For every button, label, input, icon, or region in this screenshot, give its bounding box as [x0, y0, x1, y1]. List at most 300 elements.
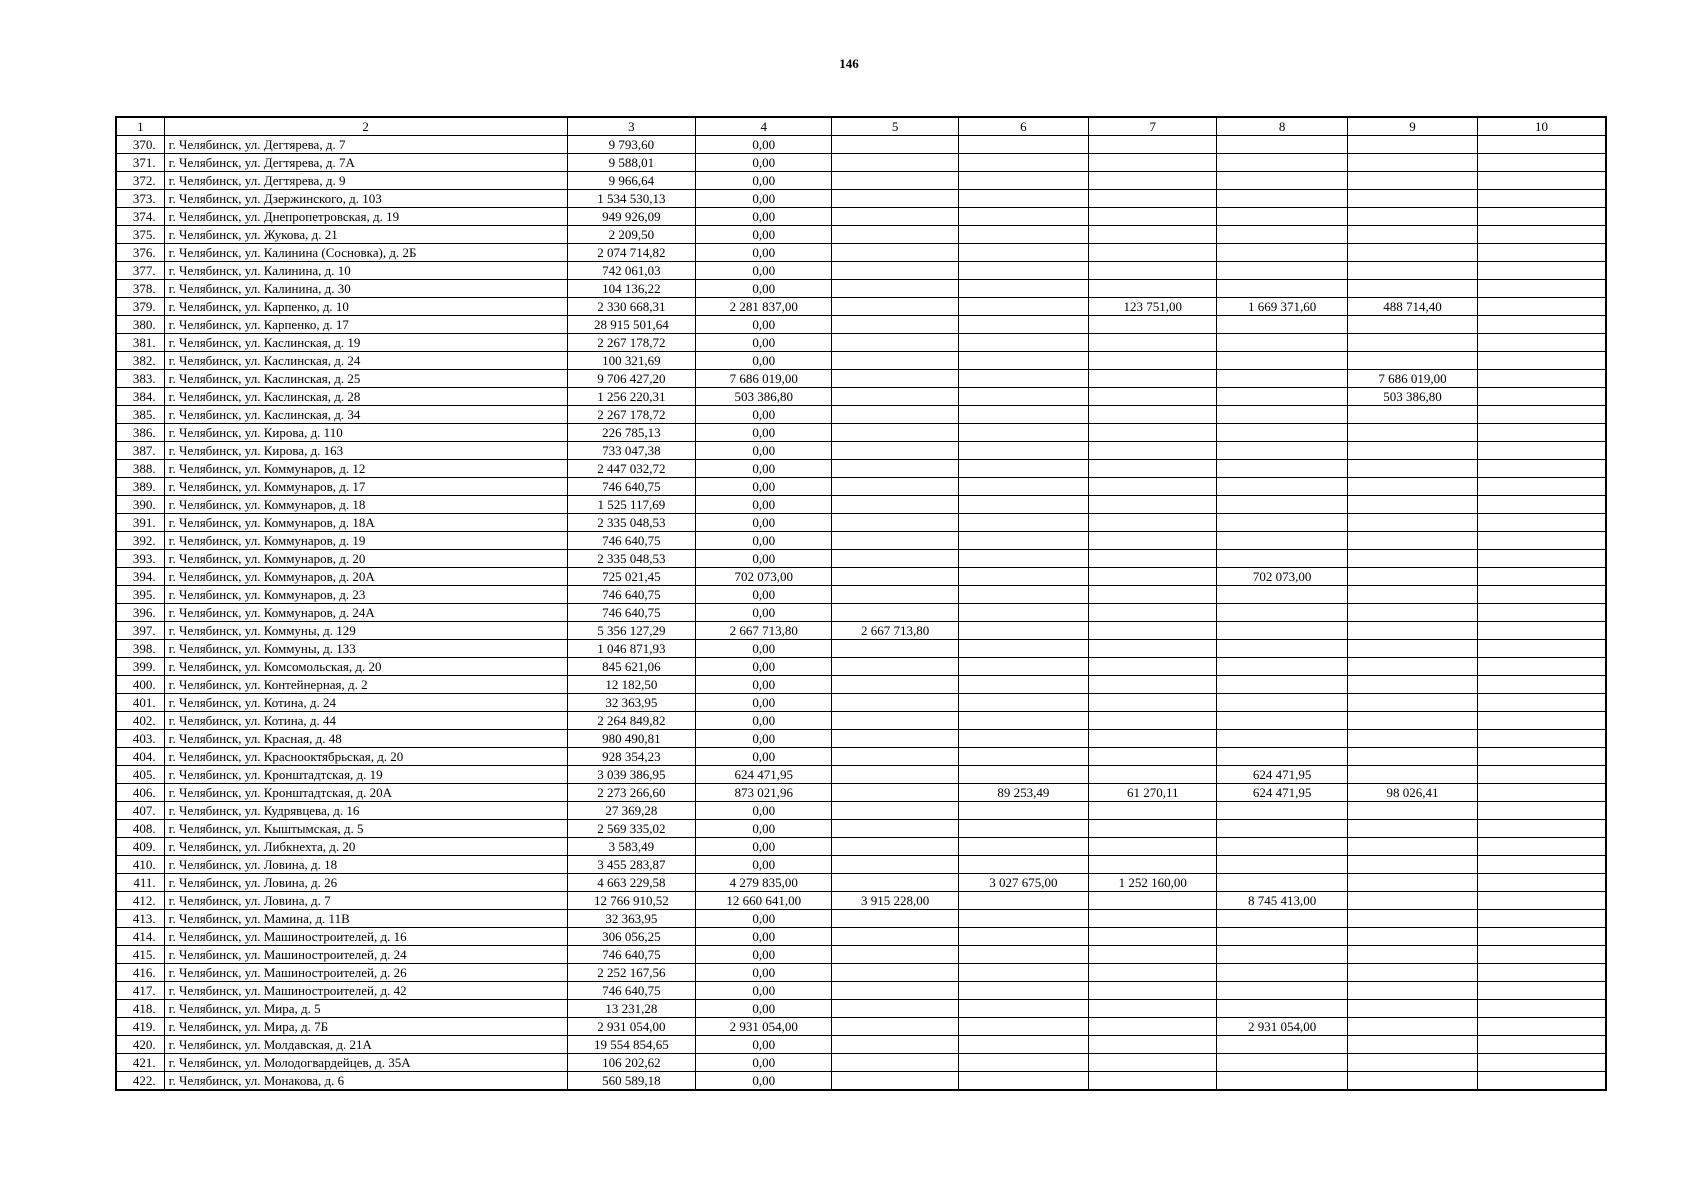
amount-cell-col6 — [958, 766, 1088, 784]
amount-cell-col6 — [958, 172, 1088, 190]
amount-cell-col10 — [1478, 838, 1606, 856]
table-row — [116, 766, 1606, 784]
amount-cell-col6 — [958, 316, 1088, 334]
address-cell: г. Челябинск, ул. Машиностроителей, д. 16 — [164, 928, 567, 946]
amount-cell-col8 — [1217, 946, 1347, 964]
row-number-cell: 406. — [116, 784, 164, 802]
row-number-cell: 404. — [116, 748, 164, 766]
table-row — [116, 532, 1606, 550]
row-number-cell: 378. — [116, 280, 164, 298]
amount-cell-col3: 9 706 427,20 — [567, 370, 695, 388]
amount-cell-col3: 2 273 266,60 — [567, 784, 695, 802]
amount-cell-col7 — [1089, 928, 1217, 946]
amount-cell-col7 — [1089, 676, 1217, 694]
amount-cell-col6 — [958, 964, 1088, 982]
amount-cell-col8 — [1217, 442, 1347, 460]
amount-cell-col7 — [1089, 136, 1217, 154]
amount-cell-col5 — [832, 370, 958, 388]
address-cell: г. Челябинск, ул. Монакова, д. 6 — [164, 1072, 567, 1091]
amount-cell-col10 — [1478, 550, 1606, 568]
row-number-cell: 370. — [116, 136, 164, 154]
amount-cell-col3: 226 785,13 — [567, 424, 695, 442]
amount-cell-col9 — [1347, 1000, 1477, 1018]
amount-cell-col8 — [1217, 838, 1347, 856]
address-cell: г. Челябинск, ул. Калинина, д. 10 — [164, 262, 567, 280]
row-number-cell: 415. — [116, 946, 164, 964]
amount-cell-col4: 12 660 641,00 — [696, 892, 832, 910]
amount-cell-col8 — [1217, 802, 1347, 820]
amount-cell-col3: 5 356 127,29 — [567, 622, 695, 640]
amount-cell-col8 — [1217, 1054, 1347, 1072]
amount-cell-col3: 2 264 849,82 — [567, 712, 695, 730]
row-number-cell: 381. — [116, 334, 164, 352]
row-number-cell: 395. — [116, 586, 164, 604]
amount-cell-col4: 0,00 — [696, 1000, 832, 1018]
amount-cell-col4: 0,00 — [696, 928, 832, 946]
address-cell: г. Челябинск, ул. Каслинская, д. 28 — [164, 388, 567, 406]
table-row — [116, 1036, 1606, 1054]
amount-cell-col5 — [832, 730, 958, 748]
amount-cell-col7 — [1089, 478, 1217, 496]
amount-cell-col6 — [958, 532, 1088, 550]
amount-cell-col3: 13 231,28 — [567, 1000, 695, 1018]
amount-cell-col9 — [1347, 874, 1477, 892]
row-number-cell: 414. — [116, 928, 164, 946]
data-table — [115, 116, 1607, 1091]
amount-cell-col6 — [958, 1036, 1088, 1054]
amount-cell-col7 — [1089, 550, 1217, 568]
amount-cell-col3: 9 793,60 — [567, 136, 695, 154]
amount-cell-col5 — [832, 388, 958, 406]
amount-cell-col10 — [1478, 748, 1606, 766]
address-cell: г. Челябинск, ул. Мамина, д. 11В — [164, 910, 567, 928]
table-row — [116, 964, 1606, 982]
amount-cell-col5 — [832, 874, 958, 892]
table-row — [116, 946, 1606, 964]
amount-cell-col10 — [1478, 496, 1606, 514]
amount-cell-col3: 2 252 167,56 — [567, 964, 695, 982]
amount-cell-col6 — [958, 478, 1088, 496]
amount-cell-col4: 0,00 — [696, 694, 832, 712]
table-row — [116, 208, 1606, 226]
amount-cell-col3: 746 640,75 — [567, 586, 695, 604]
amount-cell-col8 — [1217, 460, 1347, 478]
table-row — [116, 676, 1606, 694]
table-row — [116, 568, 1606, 586]
amount-cell-col8 — [1217, 748, 1347, 766]
amount-cell-col9 — [1347, 172, 1477, 190]
amount-cell-col7 — [1089, 316, 1217, 334]
amount-cell-col8: 702 073,00 — [1217, 568, 1347, 586]
amount-cell-col9 — [1347, 316, 1477, 334]
row-number-cell: 400. — [116, 676, 164, 694]
row-number-cell: 411. — [116, 874, 164, 892]
amount-cell-col8 — [1217, 1000, 1347, 1018]
address-cell: г. Челябинск, ул. Краснооктябрьская, д. 20 — [164, 748, 567, 766]
amount-cell-col7 — [1089, 460, 1217, 478]
amount-cell-col4: 0,00 — [696, 532, 832, 550]
page-number: 146 — [839, 56, 859, 71]
amount-cell-col10 — [1478, 694, 1606, 712]
amount-cell-col6 — [958, 568, 1088, 586]
amount-cell-col3: 2 330 668,31 — [567, 298, 695, 316]
row-number-cell: 399. — [116, 658, 164, 676]
column-header-7: 7 — [1089, 117, 1217, 136]
amount-cell-col4: 0,00 — [696, 424, 832, 442]
amount-cell-col10 — [1478, 514, 1606, 532]
amount-cell-col3: 100 321,69 — [567, 352, 695, 370]
amount-cell-col3: 19 554 854,65 — [567, 1036, 695, 1054]
amount-cell-col4: 2 281 837,00 — [696, 298, 832, 316]
table-row — [116, 910, 1606, 928]
amount-cell-col3: 106 202,62 — [567, 1054, 695, 1072]
amount-cell-col6 — [958, 298, 1088, 316]
amount-cell-col10 — [1478, 892, 1606, 910]
column-header-9: 9 — [1347, 117, 1477, 136]
amount-cell-col10 — [1478, 370, 1606, 388]
address-cell: г. Челябинск, ул. Котина, д. 44 — [164, 712, 567, 730]
amount-cell-col5 — [832, 262, 958, 280]
amount-cell-col10 — [1478, 388, 1606, 406]
amount-cell-col10 — [1478, 460, 1606, 478]
address-cell: г. Челябинск, ул. Контейнерная, д. 2 — [164, 676, 567, 694]
amount-cell-col6 — [958, 550, 1088, 568]
amount-cell-col10 — [1478, 658, 1606, 676]
amount-cell-col5 — [832, 928, 958, 946]
table-row — [116, 298, 1606, 316]
amount-cell-col4: 0,00 — [696, 1036, 832, 1054]
address-cell: г. Челябинск, ул. Мира, д. 7Б — [164, 1018, 567, 1036]
amount-cell-col3: 12 766 910,52 — [567, 892, 695, 910]
amount-cell-col10 — [1478, 928, 1606, 946]
amount-cell-col8 — [1217, 136, 1347, 154]
amount-cell-col10 — [1478, 1018, 1606, 1036]
amount-cell-col7 — [1089, 748, 1217, 766]
amount-cell-col9 — [1347, 766, 1477, 784]
amount-cell-col9 — [1347, 190, 1477, 208]
amount-cell-col9 — [1347, 352, 1477, 370]
amount-cell-col5 — [832, 442, 958, 460]
table-row — [116, 604, 1606, 622]
amount-cell-col10 — [1478, 1000, 1606, 1018]
amount-cell-col9 — [1347, 1072, 1477, 1091]
amount-cell-col8 — [1217, 244, 1347, 262]
amount-cell-col7 — [1089, 370, 1217, 388]
amount-cell-col9 — [1347, 460, 1477, 478]
amount-cell-col5 — [832, 802, 958, 820]
amount-cell-col4: 0,00 — [696, 154, 832, 172]
amount-cell-col9 — [1347, 244, 1477, 262]
table-row — [116, 136, 1606, 154]
amount-cell-col10 — [1478, 406, 1606, 424]
address-cell: г. Челябинск, ул. Кронштадтская, д. 20А — [164, 784, 567, 802]
address-cell: г. Челябинск, ул. Ловина, д. 26 — [164, 874, 567, 892]
amount-cell-col6: 3 027 675,00 — [958, 874, 1088, 892]
amount-cell-col8 — [1217, 208, 1347, 226]
amount-cell-col5 — [832, 226, 958, 244]
amount-cell-col3: 32 363,95 — [567, 694, 695, 712]
amount-cell-col7 — [1089, 154, 1217, 172]
table-row — [116, 424, 1606, 442]
row-number-cell: 421. — [116, 1054, 164, 1072]
amount-cell-col5 — [832, 784, 958, 802]
amount-cell-col6 — [958, 622, 1088, 640]
amount-cell-col6 — [958, 460, 1088, 478]
amount-cell-col9 — [1347, 1054, 1477, 1072]
amount-cell-col6 — [958, 946, 1088, 964]
address-cell: г. Челябинск, ул. Дегтярева, д. 7А — [164, 154, 567, 172]
amount-cell-col6 — [958, 748, 1088, 766]
amount-cell-col8: 2 931 054,00 — [1217, 1018, 1347, 1036]
amount-cell-col3: 1 256 220,31 — [567, 388, 695, 406]
table-row — [116, 730, 1606, 748]
row-number-cell: 386. — [116, 424, 164, 442]
amount-cell-col6 — [958, 910, 1088, 928]
amount-cell-col4: 4 279 835,00 — [696, 874, 832, 892]
amount-cell-col9 — [1347, 208, 1477, 226]
table-row — [116, 982, 1606, 1000]
amount-cell-col9 — [1347, 280, 1477, 298]
amount-cell-col8 — [1217, 640, 1347, 658]
amount-cell-col4: 0,00 — [696, 910, 832, 928]
amount-cell-col10 — [1478, 640, 1606, 658]
amount-cell-col8: 1 669 371,60 — [1217, 298, 1347, 316]
amount-cell-col8 — [1217, 928, 1347, 946]
amount-cell-col7 — [1089, 1018, 1217, 1036]
row-number-cell: 420. — [116, 1036, 164, 1054]
address-cell: г. Челябинск, ул. Коммуны, д. 133 — [164, 640, 567, 658]
amount-cell-col5 — [832, 604, 958, 622]
address-cell: г. Челябинск, ул. Каслинская, д. 24 — [164, 352, 567, 370]
amount-cell-col6 — [958, 514, 1088, 532]
amount-cell-col9 — [1347, 676, 1477, 694]
amount-cell-col6 — [958, 334, 1088, 352]
row-number-cell: 413. — [116, 910, 164, 928]
row-number-cell: 390. — [116, 496, 164, 514]
amount-cell-col7 — [1089, 424, 1217, 442]
amount-cell-col3: 949 926,09 — [567, 208, 695, 226]
row-number-cell: 387. — [116, 442, 164, 460]
row-number-cell: 398. — [116, 640, 164, 658]
amount-cell-col8 — [1217, 496, 1347, 514]
table-row — [116, 190, 1606, 208]
row-number-cell: 374. — [116, 208, 164, 226]
amount-cell-col10 — [1478, 478, 1606, 496]
amount-cell-col6 — [958, 640, 1088, 658]
amount-cell-col9 — [1347, 1018, 1477, 1036]
amount-cell-col7 — [1089, 982, 1217, 1000]
amount-cell-col4: 0,00 — [696, 676, 832, 694]
amount-cell-col4: 624 471,95 — [696, 766, 832, 784]
amount-cell-col5 — [832, 586, 958, 604]
address-cell: г. Челябинск, ул. Машиностроителей, д. 26 — [164, 964, 567, 982]
row-number-cell: 393. — [116, 550, 164, 568]
amount-cell-col10 — [1478, 712, 1606, 730]
amount-cell-col5 — [832, 154, 958, 172]
row-number-cell: 408. — [116, 820, 164, 838]
row-number-cell: 376. — [116, 244, 164, 262]
address-cell: г. Челябинск, ул. Коммунаров, д. 24А — [164, 604, 567, 622]
amount-cell-col5 — [832, 838, 958, 856]
amount-cell-col5 — [832, 676, 958, 694]
amount-cell-col4: 0,00 — [696, 586, 832, 604]
row-number-cell: 402. — [116, 712, 164, 730]
amount-cell-col3: 1 046 871,93 — [567, 640, 695, 658]
table-row — [116, 154, 1606, 172]
row-number-cell: 422. — [116, 1072, 164, 1091]
amount-cell-col7 — [1089, 766, 1217, 784]
amount-cell-col3: 560 589,18 — [567, 1072, 695, 1091]
amount-cell-col5 — [832, 208, 958, 226]
table-row — [116, 838, 1606, 856]
amount-cell-col9 — [1347, 442, 1477, 460]
row-number-cell: 377. — [116, 262, 164, 280]
amount-cell-col5 — [832, 136, 958, 154]
amount-cell-col9: 98 026,41 — [1347, 784, 1477, 802]
amount-cell-col8 — [1217, 730, 1347, 748]
amount-cell-col10 — [1478, 136, 1606, 154]
row-number-cell: 380. — [116, 316, 164, 334]
table-body — [116, 136, 1606, 1091]
amount-cell-col3: 9 966,64 — [567, 172, 695, 190]
amount-cell-col4: 0,00 — [696, 352, 832, 370]
address-cell: г. Челябинск, ул. Коммунаров, д. 18А — [164, 514, 567, 532]
row-number-cell: 391. — [116, 514, 164, 532]
amount-cell-col9: 7 686 019,00 — [1347, 370, 1477, 388]
amount-cell-col9 — [1347, 424, 1477, 442]
address-cell: г. Челябинск, ул. Кыштымская, д. 5 — [164, 820, 567, 838]
table-row — [116, 856, 1606, 874]
amount-cell-col6 — [958, 370, 1088, 388]
table-row — [116, 262, 1606, 280]
amount-cell-col6 — [958, 838, 1088, 856]
amount-cell-col8 — [1217, 550, 1347, 568]
amount-cell-col5: 3 915 228,00 — [832, 892, 958, 910]
amount-cell-col5 — [832, 982, 958, 1000]
amount-cell-col3: 3 583,49 — [567, 838, 695, 856]
address-cell: г. Челябинск, ул. Молдавская, д. 21А — [164, 1036, 567, 1054]
table-row — [116, 658, 1606, 676]
amount-cell-col7 — [1089, 442, 1217, 460]
amount-cell-col4: 0,00 — [696, 1054, 832, 1072]
amount-cell-col4: 702 073,00 — [696, 568, 832, 586]
amount-cell-col8 — [1217, 586, 1347, 604]
amount-cell-col7 — [1089, 964, 1217, 982]
amount-cell-col10 — [1478, 856, 1606, 874]
amount-cell-col8 — [1217, 604, 1347, 622]
amount-cell-col3: 2 335 048,53 — [567, 514, 695, 532]
amount-cell-col3: 9 588,01 — [567, 154, 695, 172]
amount-cell-col7 — [1089, 208, 1217, 226]
amount-cell-col5 — [832, 658, 958, 676]
table-row — [116, 370, 1606, 388]
amount-cell-col10 — [1478, 676, 1606, 694]
address-cell: г. Челябинск, ул. Каслинская, д. 25 — [164, 370, 567, 388]
amount-cell-col9 — [1347, 154, 1477, 172]
amount-cell-col3: 725 021,45 — [567, 568, 695, 586]
amount-cell-col6 — [958, 280, 1088, 298]
amount-cell-col5 — [832, 280, 958, 298]
table-row — [116, 460, 1606, 478]
amount-cell-col7 — [1089, 802, 1217, 820]
amount-cell-col4: 0,00 — [696, 442, 832, 460]
amount-cell-col3: 28 915 501,64 — [567, 316, 695, 334]
amount-cell-col4: 0,00 — [696, 730, 832, 748]
amount-cell-col6 — [958, 1054, 1088, 1072]
amount-cell-col7 — [1089, 406, 1217, 424]
amount-cell-col3: 845 621,06 — [567, 658, 695, 676]
amount-cell-col10 — [1478, 424, 1606, 442]
amount-cell-col8: 624 471,95 — [1217, 784, 1347, 802]
amount-cell-col6 — [958, 244, 1088, 262]
table-row — [116, 280, 1606, 298]
amount-cell-col10 — [1478, 190, 1606, 208]
amount-cell-col3: 4 663 229,58 — [567, 874, 695, 892]
column-header-8: 8 — [1217, 117, 1347, 136]
amount-cell-col4: 873 021,96 — [696, 784, 832, 802]
amount-cell-col8 — [1217, 982, 1347, 1000]
amount-cell-col3: 733 047,38 — [567, 442, 695, 460]
amount-cell-col3: 2 074 714,82 — [567, 244, 695, 262]
amount-cell-col9 — [1347, 478, 1477, 496]
table-row — [116, 874, 1606, 892]
amount-cell-col9 — [1347, 226, 1477, 244]
table-row — [116, 586, 1606, 604]
amount-cell-col4: 0,00 — [696, 280, 832, 298]
amount-cell-col4: 0,00 — [696, 604, 832, 622]
amount-cell-col3: 32 363,95 — [567, 910, 695, 928]
amount-cell-col10 — [1478, 910, 1606, 928]
table-row — [116, 748, 1606, 766]
table-row — [116, 820, 1606, 838]
amount-cell-col4: 0,00 — [696, 640, 832, 658]
amount-cell-col10 — [1478, 964, 1606, 982]
table-row — [116, 550, 1606, 568]
amount-cell-col7 — [1089, 172, 1217, 190]
amount-cell-col7 — [1089, 730, 1217, 748]
column-header-1: 1 — [116, 117, 164, 136]
address-cell: г. Челябинск, ул. Жукова, д. 21 — [164, 226, 567, 244]
address-cell: г. Челябинск, ул. Дегтярева, д. 7 — [164, 136, 567, 154]
table-row — [116, 694, 1606, 712]
amount-cell-col6 — [958, 982, 1088, 1000]
amount-cell-col7 — [1089, 1000, 1217, 1018]
row-number-cell: 371. — [116, 154, 164, 172]
address-cell: г. Челябинск, ул. Каслинская, д. 34 — [164, 406, 567, 424]
amount-cell-col10 — [1478, 1036, 1606, 1054]
table-row — [116, 712, 1606, 730]
amount-cell-col4: 2 667 713,80 — [696, 622, 832, 640]
address-cell: г. Челябинск, ул. Дзержинского, д. 103 — [164, 190, 567, 208]
amount-cell-col7 — [1089, 280, 1217, 298]
amount-cell-col4: 0,00 — [696, 748, 832, 766]
amount-cell-col4: 0,00 — [696, 460, 832, 478]
amount-cell-col10 — [1478, 208, 1606, 226]
amount-cell-col9 — [1347, 1036, 1477, 1054]
amount-cell-col5 — [832, 550, 958, 568]
address-cell: г. Челябинск, ул. Кирова, д. 110 — [164, 424, 567, 442]
address-cell: г. Челябинск, ул. Машиностроителей, д. 42 — [164, 982, 567, 1000]
amount-cell-col5 — [832, 820, 958, 838]
address-cell: г. Челябинск, ул. Коммунаров, д. 19 — [164, 532, 567, 550]
amount-cell-col5 — [832, 946, 958, 964]
amount-cell-col8 — [1217, 856, 1347, 874]
amount-cell-col5 — [832, 514, 958, 532]
amount-cell-col8 — [1217, 424, 1347, 442]
amount-cell-col7: 61 270,11 — [1089, 784, 1217, 802]
column-header-6: 6 — [958, 117, 1088, 136]
amount-cell-col6 — [958, 1018, 1088, 1036]
